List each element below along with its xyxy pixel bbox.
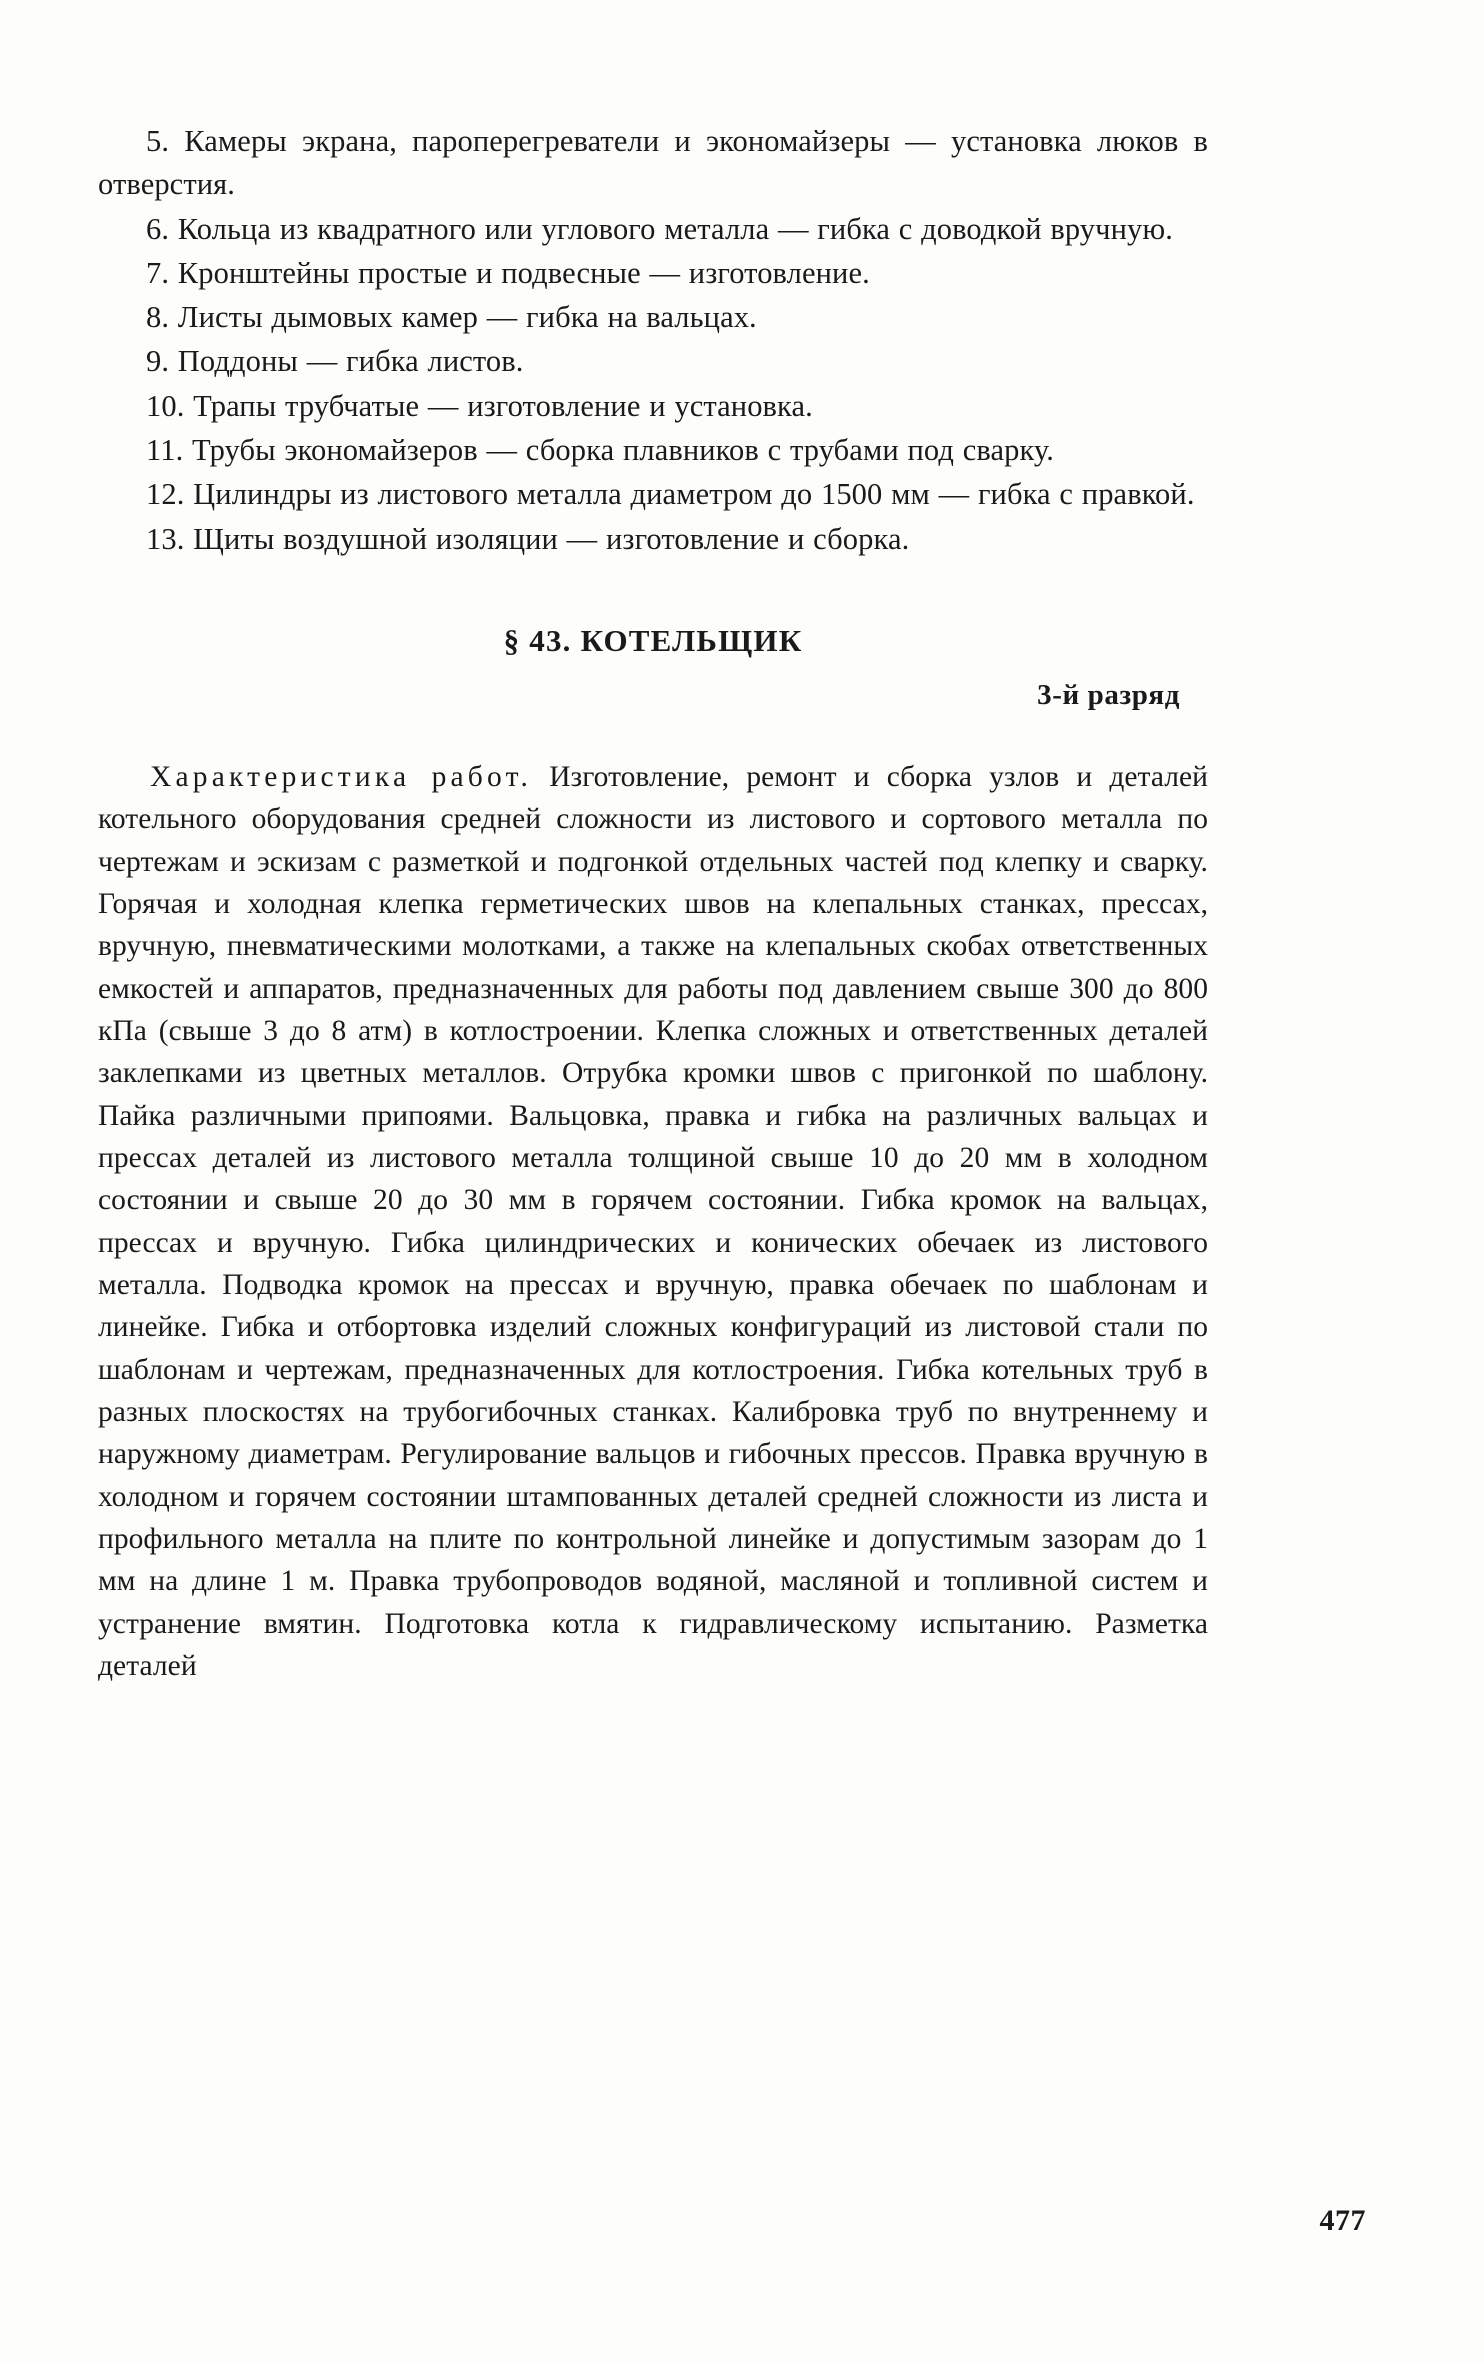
section-heading: § 43. КОТЕЛЬЩИК [503,622,803,658]
list-item: 11. Трубы экономайзеров — сборка плавников с трубами под сварку. [146,433,1054,468]
work-list [98,120,1208,561]
list-item: 9. Поддоны — гибка листов. [146,344,524,379]
list-item: 6. Кольца из квадратного или углового металла — гибка с доводкой вручную. [146,211,1173,246]
section-body [98,756,1208,1687]
list-item: 8. Листы дымовых камер — гибка на вальцах. [146,300,757,335]
body-text: Изготовление, ремонт и сборка узлов и деталей котельного оборудования средней сложности из листового и сортового металла по чертежам и эскизам с разметкой и подгонкой отдельных частей под клепку и сварку. Горячая и холодная клепка герметических швов на клепальных станках, прессах, вручную, пневматическими молотками, а также на клепальных скобах ответственных емкостей и аппаратов, предназначенных для работы под давлением свыше 300 до 800 кПа (свыше 3 до 8 атм) в котлостроении. Клепка сложных и ответственных деталей заклепками из цветных металлов. Отрубка кромки швов с пригонкой по шаблону. Пайка различными припоями. Вальцовка, правка и гибка на различных вальцах и прессах деталей из листового металла толщиной свыше 10 до 20 мм в холодном состоянии и свыше 20 до 30 мм в горячем состоянии. Гибка кромок на вальцах, прессах и вручную. Гибка цилиндрических и конических обечаек из листового металла. Подводка кромок на прессах и вручную, правка обечаек по шаблонам и линейке. Гибка и отбортовка изделий сложных конфигураций из листовой стали по шаблонам и чертежам, предназначенных для котлостроения. Гибка котельных труб в разных плоскостях на трубогибочных станках. Калибровка труб по внутреннему и наружному диаметрам. Регулирование вальцов и гибочных прессов. Правка вручную в холодном и горячем состоянии штампованных деталей средней сложности из листа и профильного металла на плите по контрольной линейке и допустимым зазорам до 1 мм на длине 1 м. Правка трубопроводов водяной, масляной и топливной систем и устранение вмятин. Подготовка котла к гидравлическому испытанию. Разметка деталей [98,760,1208,1682]
body-lead: Характеристика работ. [150,760,533,793]
list-item: 10. Трапы трубчатые — изготовление и установка. [146,388,813,423]
list-item: 13. Щиты воздушной изоляции — изготовление и сборка. [146,521,910,556]
list-item: 5. Камеры экрана, пароперегреватели и экономайзеры — установка люков в отверстия. [98,124,1208,202]
page-number: 477 [1319,2204,1366,2237]
rank-label: 3-й разряд [1037,678,1180,711]
list-item: 12. Цилиндры из листового металла диаметром до 1500 мм — гибка с правкой. [146,477,1195,512]
page-content [98,120,1208,1717]
list-item: 7. Кронштейны простые и подвесные — изготовление. [146,255,870,290]
